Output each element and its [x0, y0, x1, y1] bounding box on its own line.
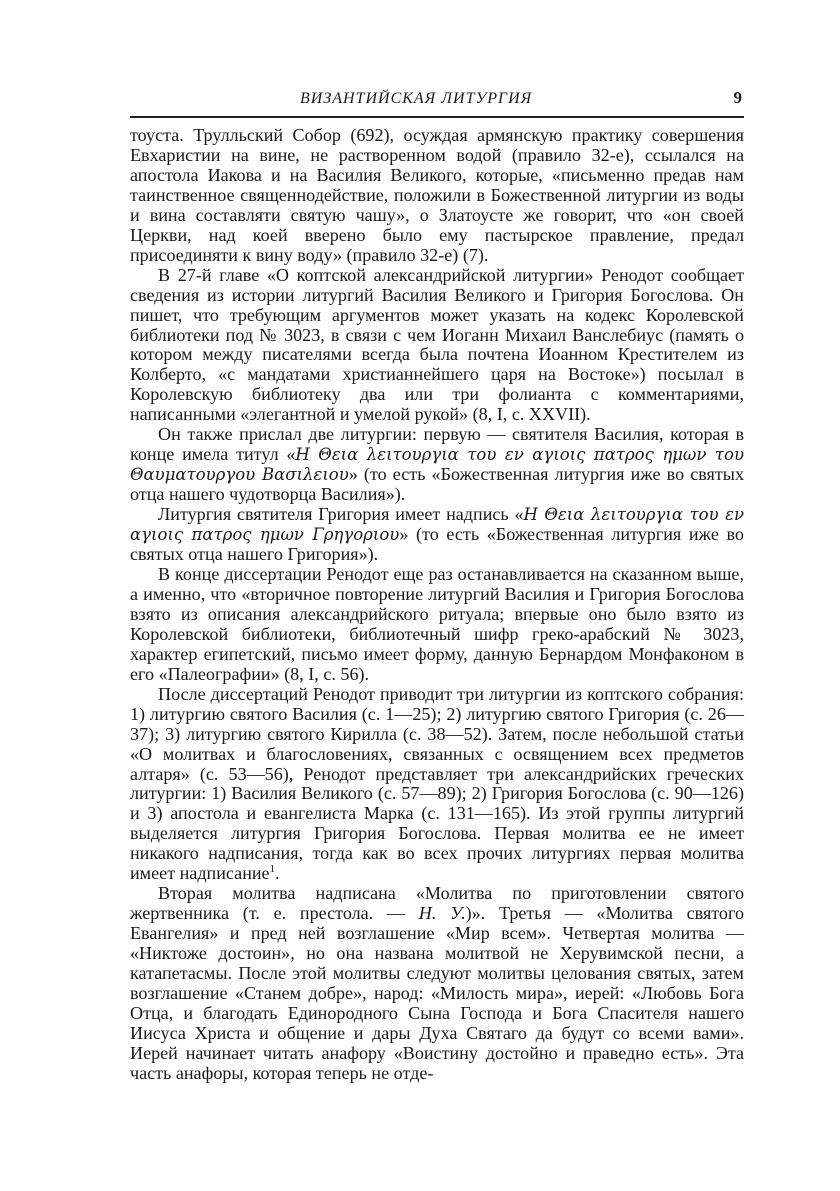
paragraph-5: В конце диссертации Ренодот еще раз останавливается на сказанном выше, а именно, что «вторичное повторение литургий Василия и Григория Богослова взято из описания александрийского ритуала; впервые оно было взято из Королевской библиотеки, библиотечный шифр греко-арабский № 3023, характер египетский, письмо имеет форму, данную Бернардом Монфаконом в его «Палеографии» (8, I, с. 56).: [130, 563, 744, 684]
paragraph-7: [130, 884, 744, 1084]
paragraph-4-text-a: Литургия святителя Григория имеет надпись «: [158, 504, 524, 525]
paragraph-1: тоуста. Трулльский Собор (692), осуждая армянскую практику совершения Евхаристии на вине, не растворенном водой (правило 32-е), ссылался на апостола Иакова и на Василия Великого, которые, «письменно предав нам таинственное священнодействие, положили в Божественной литургии из воды и вина составляти святую чашу», о Златоусте же говорит, что «он своей Церкви, над коей вверено было ему пастырское правление, предал присоединяти к вину воду» (правило 32-е) (7).: [130, 125, 744, 265]
footnote-marker[interactable]: 1: [269, 863, 276, 876]
body-text: [130, 126, 744, 1084]
paragraph-3-text-a: Он также прислал две литургии: первую — святителя Василия, которая в конце имела титул «: [130, 424, 744, 465]
paragraph-4: [130, 505, 744, 565]
paragraph-7-text-a: Вторая молитва надписана «Молитва по приготовлении святого жертвенника (т. е. престола. —: [130, 883, 744, 924]
paragraph-4-text-b: » (то есть «Божественная литургия иже во святых отца нашего Григория»).: [130, 524, 744, 565]
paragraph-7-text-b: )». Третья — «Молитва святого Евангелия» и пред ней возглашение «Мир всем». Четвертая молитва — «Никтоже достоин», но она названа молитвой не Херувимской песни, а катапетасмы. После этой молитвы следуют молитвы целования святых, затем возглашение «Станем добре», народ: «Милость мира», иерей: «Любовь Бога Отца, и благодать Единородного Сына Господа и Бога Спасителя нашего Иисуса Христа и общение и дары Духа Святаго да будут со всеми вами». Иерей начинает читать анафору «Воистину достойно и праведно есть». Эта часть анафоры, которая теперь не отде-: [130, 903, 744, 1083]
paragraph-3: [130, 425, 744, 505]
page-number: 9: [733, 88, 742, 107]
running-title: ВИЗАНТИЙСКАЯ ЛИТУРГИЯ: [300, 90, 533, 107]
paragraph-6-text-b: .: [275, 863, 280, 884]
paragraph-3-text-b: » (то есть «Божественная литургия иже во святых отца нашего чудотворца Василия»).: [130, 464, 744, 505]
paragraph-6-text-a: После диссертаций Ренодот приводит три литургии из коптского собрания: 1) литургию святого Василия (с. 1—25); 2) литургию святого Григория (с. 26—37); 3) литургию святого Кирилла (с. 38—52). Затем, после небольшой статьи «О молитвах и благословениях, связанных с освящением всех предметов алтаря» (с. 53—56), Ренодот представляет три александрийских греческих литургии: 1) Василия Великого (с. 57—89); 2) Григория Богослова (с. 90—126) и 3) апостола и евангелиста Марка (с. 131—165). Из этой группы литургий выделяется литургия Григория Богослова. Первая молитва ее не имеет никакого надписания, тогда как во всех прочих литургиях первая молитва имеет надписание: [130, 683, 744, 884]
paragraph-2: В 27-й главе «О коптской александрийской литургии» Ренодот сообщает сведения из истории литургий Василия Великого и Григория Богослова. Он пишет, что требующим аргументов может указать на кодекс Королевской библиотеки под № 3023, в связи с чем Иоганн Михаил Ванслебиус (память о котором между писателями всегда была почтена Иоанном Крестителем из Колберто, «с мандатами христианнейшего царя на Востоке») посылал в Королевскую библиотеку два или три фолианта с комментариями, написанными «элегантной и умелой рукой» (8, I, с. XXVII).: [130, 264, 744, 425]
greek-title-basil: Η Θεια λειτουργια του εν αγιοις πατρος ημων του Θαυματουργου Βασιλειου: [130, 445, 744, 485]
paragraph-6: [130, 685, 744, 885]
page-header: [130, 86, 744, 118]
editor-initials: Н. У.: [418, 903, 466, 924]
greek-title-gregory: Η Θεια λειτουργια του εν αγιοις πατρος ημων Γρηγοριου: [130, 505, 744, 545]
